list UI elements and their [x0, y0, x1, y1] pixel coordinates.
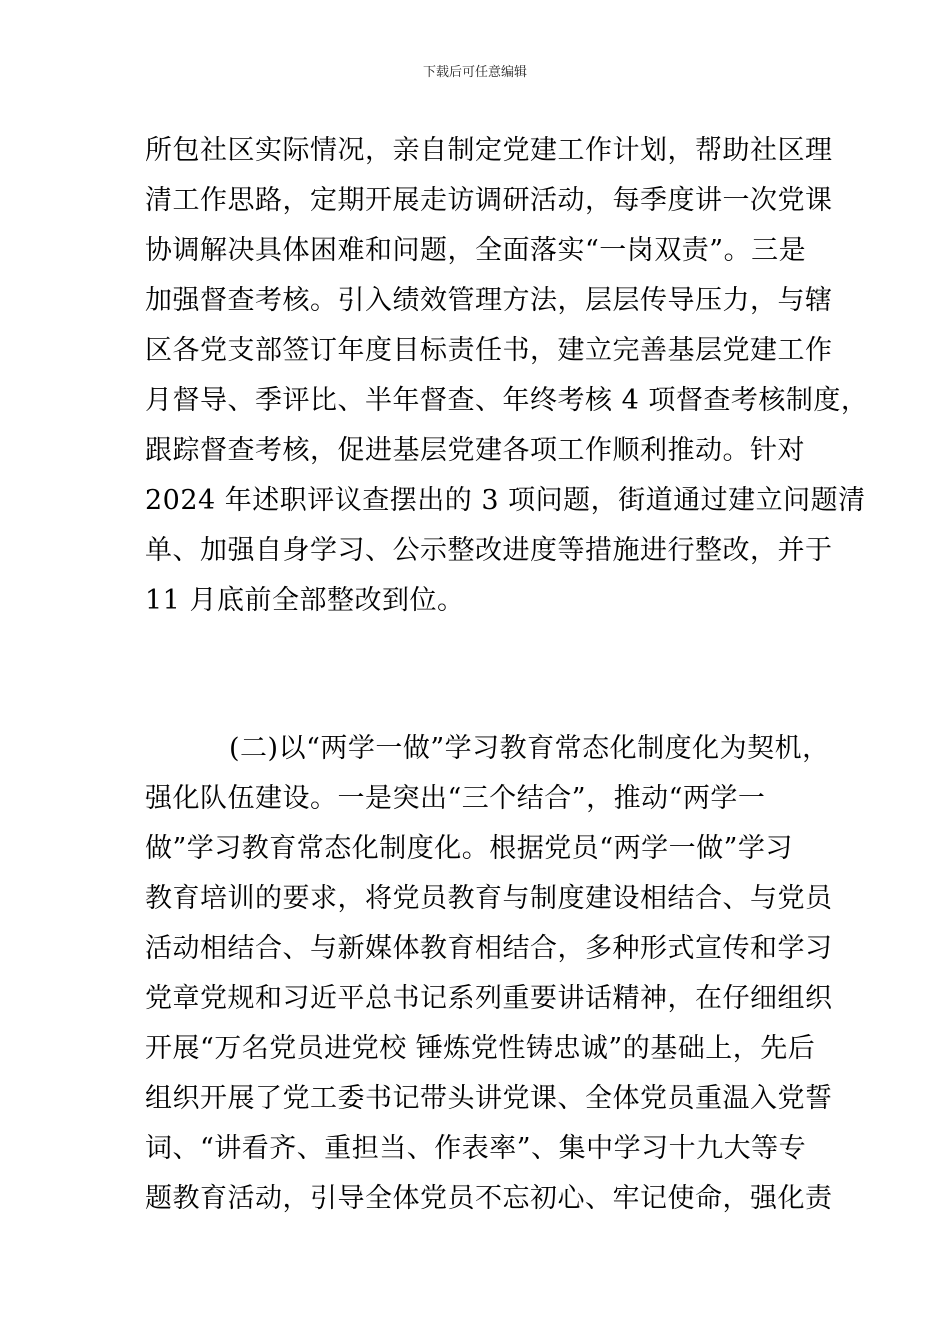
text-line: 强化队伍建设。一是突出“三个结合”，推动“两学一 — [145, 783, 766, 814]
text-line: 区各党支部签订年度目标责任书，建立完善基层党建工作 — [145, 335, 833, 366]
text-line: 题教育活动，引导全体党员不忘初心、牢记使命，强化责 — [145, 1183, 833, 1214]
paragraph-1 — [145, 126, 869, 626]
text-line: 跟踪督查考核，促进基层党建各项工作顺利推动。针对 — [145, 435, 805, 466]
text-line: 词、“讲看齐、重担当、作表率”、集中学习十九大等专 — [145, 1133, 807, 1164]
text-line: 教育培训的要求，将党员教育与制度建设相结合、与党员 — [145, 883, 833, 914]
text-line: 协调解决具体困难和问题，全面落实“一岗双责”。三是 — [145, 235, 807, 266]
page-header: 下载后可任意编辑 — [422, 65, 527, 80]
text-line: 活动相结合、与新媒体教育相结合，多种形式宣传和学习 — [145, 933, 833, 964]
text-line: 加强督查考核。引入绩效管理方法，层层传导压力，与辖 — [145, 285, 833, 316]
text-line: 单、加强自身学习、公示整改进度等措施进行整改，并于 — [145, 535, 833, 566]
text-line: 月督导、季评比、半年督查、年终考核 4 项督查考核制度， — [145, 385, 869, 416]
text-line: 清工作思路，定期开展走访调研活动，每季度讲一次党课 — [145, 185, 833, 216]
text-line: 所包社区实际情况，亲自制定党建工作计划，帮助社区理 — [145, 135, 833, 166]
text-line: 开展“万名党员进党校 锤炼党性铸忠诚”的基础上，先后 — [145, 1033, 816, 1064]
paragraph-2 — [145, 724, 833, 1224]
text-line: 党章党规和习近平总书记系列重要讲话精神，在仔细组织 — [145, 983, 833, 1014]
text-line: 2024 年述职评议查摆出的 3 项问题，街道通过建立问题清 — [145, 485, 866, 516]
text-line: 组织开展了党工委书记带头讲党课、全体党员重温入党誓 — [145, 1083, 833, 1114]
text-line-indented: (二)以“两学一做”学习教育常态化制度化为契机， — [229, 733, 830, 764]
text-line: 做”学习教育常态化制度化。根据党员“两学一做”学习 — [145, 833, 793, 864]
text-line: 11 月底前全部整改到位。 — [145, 585, 465, 616]
